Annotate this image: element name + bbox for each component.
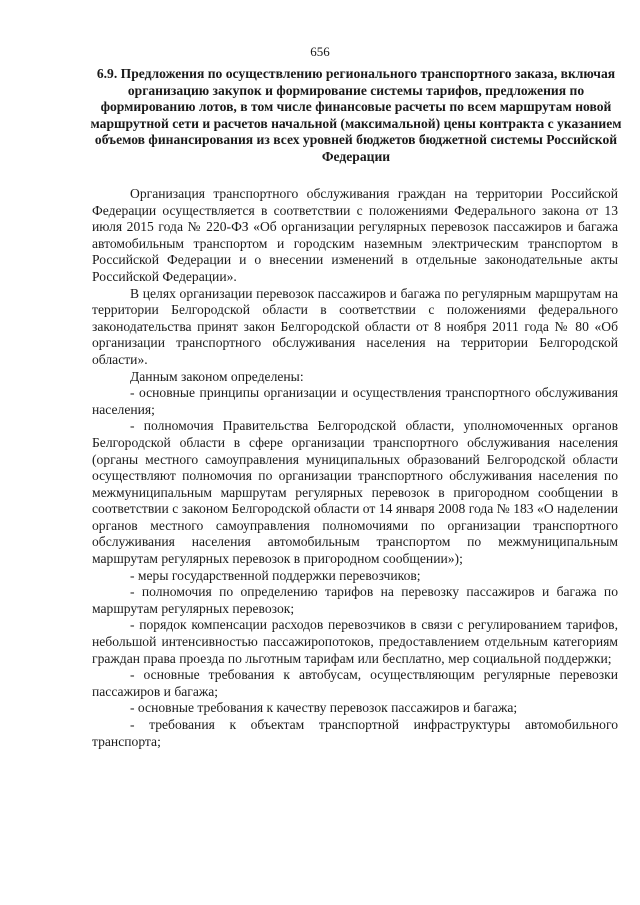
list-item: - основные требования к автобусам, осуществляющим регулярные перевозки пассажиров и багажа; <box>92 667 618 699</box>
paragraph: Организация транспортного обслуживания граждан на территории Российской Федерации осуществляется в соответствии с положениями Федерального закона от 13 июля 2015 года № 220-ФЗ «Об организации регулярных перевозок пассажиров и багажа автомобильным транспортом и городским наземным электрическим транспортом в Российской Федерации и о внесении изменений в отдельные законодательные акты Российской Федерации». <box>92 186 618 284</box>
section-heading: 6.9. Предложения по осуществлению регионального транспортного заказа, включая организацию закупок и формирование системы тарифов, предложения по формированию лотов, в том числе финансовые расчеты по всем маршрутам новой маршрутной сети и расчетов начальной (максимальной) цены контракта с указанием объемов финансирования из всех уровней бюджетов бюджетной системы Российской Федерации <box>90 66 622 164</box>
list-item: - основные принципы организации и осуществления транспортного обслуживания населения; <box>92 385 618 417</box>
list-item: - полномочия Правительства Белгородской области, уполномоченных органов Белгородской области в сфере организации транспортного обслуживания населения (органы местного самоуправления муниципальных образований Белгородской области осуществляют полномочия по организации транспортного обслуживания населения по межмуниципальным маршрутам регулярных перевозок в пригородном сообщении в соответствии с законом Белгородской области от 14 января 2008 года № 183 «О наделении органов местного самоуправления полномочиями по организации транспортного обслуживания населения автомобильным транспортом по межмуниципальным маршрутам регулярных перевозок в пригородном сообщении»); <box>92 418 618 567</box>
list-item: - меры государственной поддержки перевозчиков; <box>130 567 421 583</box>
paragraph: Данным законом определены: <box>130 368 304 384</box>
list-item: - требования к объектам транспортной инфраструктуры автомобильного транспорта; <box>92 717 618 749</box>
list-item: - полномочия по определению тарифов на перевозку пассажиров и багажа по маршрутам регулярных перевозок; <box>92 584 618 616</box>
body-text <box>92 186 618 750</box>
paragraph: В целях организации перевозок пассажиров и багажа по регулярным маршрутам на территории Белгородской области в соответствии с положениями федерального законодательства принят закон Белгородской области от 8 ноября 2011 года № 80 «Об организации транспортного обслуживания населения на территории Белгородской области». <box>92 285 618 367</box>
page-number: 656 <box>310 44 330 59</box>
list-item: - порядок компенсации расходов перевозчиков в связи с регулированием тарифов, небольшой интенсивностью пассажиропотоков, предоставлением отдельным категориям граждан права проезда по льготным тарифам или бесплатно, мер социальной поддержки; <box>92 617 618 666</box>
list-item: - основные требования к качеству перевозок пассажиров и багажа; <box>130 700 518 716</box>
